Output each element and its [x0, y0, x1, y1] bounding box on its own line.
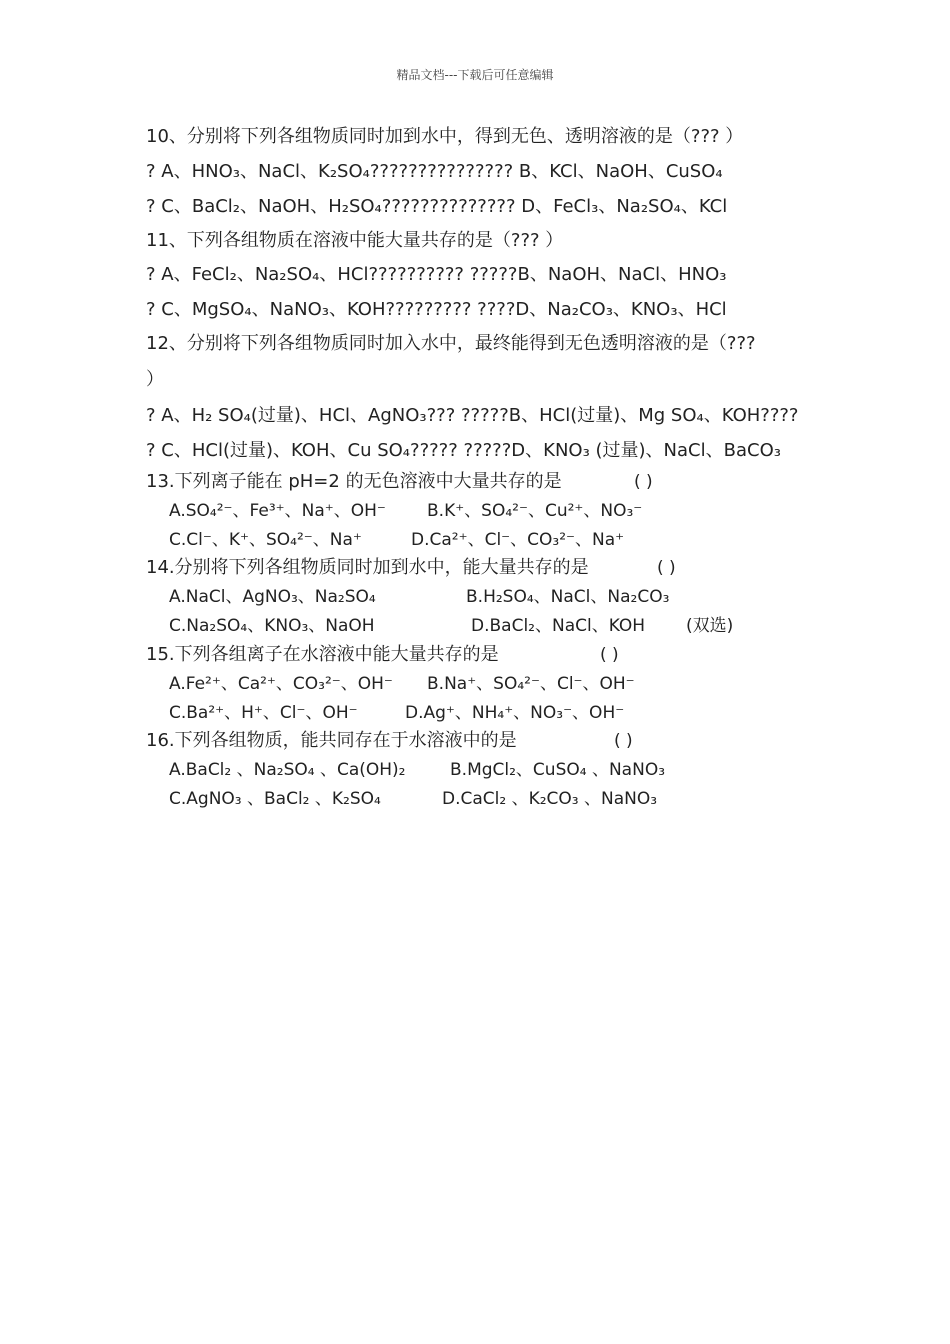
q10-options-row2: ? C、BaCl₂、NaOH、H₂SO₄?????????????? D、FeCl₃、Na₂SO₄、KCl: [146, 196, 728, 217]
q14-note: (双选): [686, 616, 734, 636]
q16-option-a: A.BaCl₂ 、Na₂SO₄ 、Ca(OH)₂: [169, 760, 406, 780]
q12-stem-continued: ）: [146, 369, 164, 390]
q14-answer-paren: ( ): [657, 558, 676, 578]
q14-option-d: D.BaCl₂、NaCl、KOH: [471, 616, 646, 636]
q14-option-a: A.NaCl、AgNO₃、Na₂SO₄: [169, 587, 376, 607]
q15-option-b: B.Na⁺、SO₄²⁻、Cl⁻、OH⁻: [427, 674, 635, 694]
q16-option-b: B.MgCl₂、CuSO₄ 、NaNO₃: [450, 760, 666, 780]
q13-option-b: B.K⁺、SO₄²⁻、Cu²⁺、NO₃⁻: [427, 501, 643, 521]
q15-option-d: D.Ag⁺、NH₄⁺、NO₃⁻、OH⁻: [405, 703, 625, 723]
q15-stem: 15.下列各组离子在水溶液中能大量共存的是: [146, 644, 499, 665]
q13-answer-paren: ( ): [634, 472, 653, 492]
q15-answer-paren: ( ): [600, 645, 619, 665]
q16-option-d: D.CaCl₂ 、K₂CO₃ 、NaNO₃: [442, 789, 658, 809]
q16-stem: 16.下列各组物质，能共同存在于水溶液中的是: [146, 730, 517, 751]
page-header: 精品文档---下载后可任意编辑: [396, 68, 554, 82]
q12-options-row2: ? C、HCl(过量)、KOH、Cu SO₄????? ?????D、KNO₃ (过量)、NaCl、BaCO₃: [146, 440, 781, 461]
q14-option-b: B.H₂SO₄、NaCl、Na₂CO₃: [466, 587, 670, 607]
q13-option-c: C.Cl⁻、K⁺、SO₄²⁻、Na⁺: [169, 530, 362, 550]
q16-answer-paren: ( ): [614, 731, 633, 751]
q11-options-row2: ? C、MgSO₄、NaNO₃、KOH????????? ????D、Na₂CO₃、KNO₃、HCl: [146, 299, 727, 320]
q13-option-d: D.Ca²⁺、Cl⁻、CO₃²⁻、Na⁺: [411, 530, 625, 550]
q10-options-row1: ? A、HNO₃、NaCl、K₂SO₄??????????????? B、KCl、NaOH、CuSO₄: [146, 161, 723, 182]
q13-stem: 13.下列离子能在 pH=2 的无色溶液中大量共存的是: [146, 471, 562, 492]
q12-stem: 12、分别将下列各组物质同时加入水中，最终能得到无色透明溶液的是（???: [146, 333, 756, 354]
q13-option-a: A.SO₄²⁻、Fe³⁺、Na⁺、OH⁻: [169, 501, 386, 521]
q15-option-a: A.Fe²⁺、Ca²⁺、CO₃²⁻、OH⁻: [169, 674, 393, 694]
q14-stem: 14.分别将下列各组物质同时加到水中，能大量共存的是: [146, 557, 589, 578]
q10-stem: 10、分别将下列各组物质同时加到水中，得到无色、透明溶液的是（??? ）: [146, 126, 744, 147]
q11-options-row1: ? A、FeCl₂、Na₂SO₄、HCl?????????? ?????B、NaOH、NaCl、HNO₃: [146, 264, 727, 285]
q16-option-c: C.AgNO₃ 、BaCl₂ 、K₂SO₄: [169, 789, 381, 809]
q11-stem: 11、下列各组物质在溶液中能大量共存的是（??? ）: [146, 230, 564, 251]
q12-options-row1: ? A、H₂ SO₄(过量)、HCl、AgNO₃??? ?????B、HCl(过量)、Mg SO₄、KOH????: [146, 405, 799, 426]
q15-option-c: C.Ba²⁺、H⁺、Cl⁻、OH⁻: [169, 703, 358, 723]
q14-option-c: C.Na₂SO₄、KNO₃、NaOH: [169, 616, 375, 636]
